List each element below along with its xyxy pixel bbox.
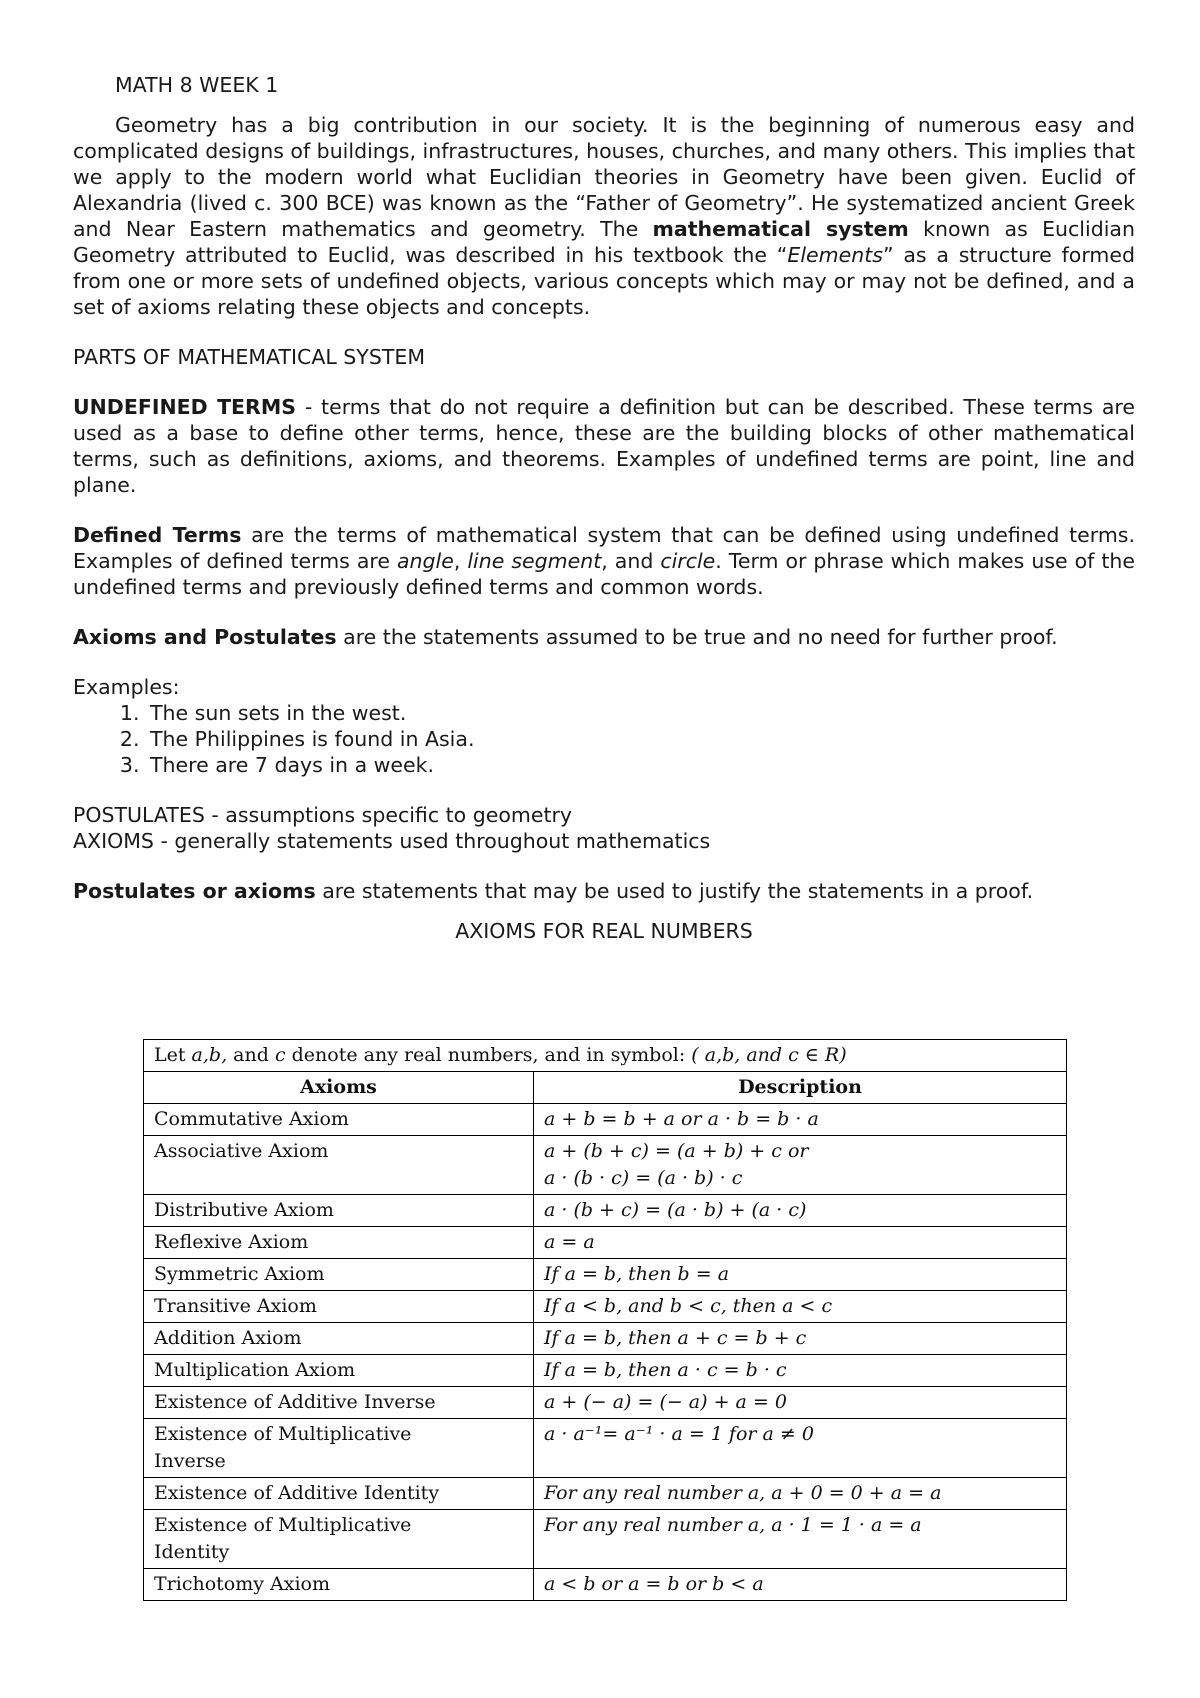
- example-circle: circle: [660, 549, 716, 573]
- table-row: [144, 1419, 1067, 1478]
- axioms-postulates-text: are the statements assumed to be true and no need for further proof.: [336, 625, 1058, 649]
- table-row: [144, 1569, 1067, 1601]
- postulates-or-axioms-label: Postulates or axioms: [73, 879, 316, 903]
- description-cell: a = a: [534, 1227, 1067, 1259]
- table-row: [144, 1323, 1067, 1355]
- table-row: [144, 1227, 1067, 1259]
- table-header-row: [144, 1072, 1067, 1104]
- intro-paragraph: [73, 112, 1135, 320]
- description-cell: a + (− a) = (− a) + a = 0: [534, 1387, 1067, 1419]
- example-line-segment: line segment: [467, 549, 602, 573]
- intro-var-c: c: [274, 1044, 286, 1066]
- examples-label: Examples:: [73, 675, 180, 699]
- separator: , and: [601, 549, 661, 573]
- axiom-cell: Existence of Additive Inverse: [144, 1387, 534, 1419]
- mathematical-system-term: mathematical system: [652, 217, 909, 241]
- axiom-cell: Existence of Additive Identity: [144, 1478, 534, 1510]
- description-line: a · (b · c) = (a · b) · c: [544, 1167, 743, 1189]
- axiom-cell: Commutative Axiom: [144, 1104, 534, 1136]
- intro-vars: a,b,: [191, 1044, 228, 1066]
- intro-text-2: known as Euclidian Geometry attributed to Euclid, was described in his textbook the “: [73, 217, 1135, 267]
- column-header-description: Description: [534, 1072, 1067, 1104]
- table-row: [144, 1195, 1067, 1227]
- table-row: [144, 1291, 1067, 1323]
- list-item: 1. The sun sets in the west.: [146, 700, 1135, 726]
- axiom-line: Inverse: [154, 1450, 226, 1472]
- axiom-cell: Multiplication Axiom: [144, 1355, 534, 1387]
- intro-text-3: ” as a structure formed from one or more sets of undefined objects, various concepts which may or may not be defined, and a set of axioms relating these objects and concepts.: [73, 243, 1135, 319]
- page-title: MATH 8 WEEK 1: [115, 73, 279, 97]
- description-cell: a · (b + c) = (a · b) + (a · c): [534, 1195, 1067, 1227]
- description-cell: If a = b, then b = a: [534, 1259, 1067, 1291]
- axiom-line: Existence of Multiplicative: [154, 1514, 412, 1536]
- axioms-definition: AXIOMS - generally statements used throughout mathematics: [73, 829, 711, 853]
- defined-terms-paragraph: [73, 522, 1135, 600]
- description-cell: a < b or a = b or b < a: [534, 1569, 1067, 1601]
- description-cell: a · a⁻¹= a⁻¹ · a = 1 for a ≠ 0: [534, 1419, 1067, 1478]
- document-page: [73, 72, 1135, 944]
- column-header-axioms: Axioms: [144, 1072, 534, 1104]
- axiom-cell: Transitive Axiom: [144, 1291, 534, 1323]
- defined-terms-text-2: . Term or phrase which makes use of the undefined terms and previously defined terms and common words.: [73, 549, 1135, 599]
- list-item: 2. The Philippines is found in Asia.: [146, 726, 1135, 752]
- intro-symbol: ( a,b, and c ∈ R): [691, 1044, 847, 1066]
- table-row: [144, 1104, 1067, 1136]
- table-row: [144, 1478, 1067, 1510]
- elements-book-title: Elements: [787, 243, 883, 267]
- justify-paragraph: [73, 878, 1135, 904]
- undefined-terms-paragraph: [73, 394, 1135, 498]
- axiom-cell: Associative Axiom: [144, 1136, 534, 1195]
- description-cell: For any real number a, a · 1 = 1 · a = a: [534, 1510, 1067, 1569]
- intro-and: and: [227, 1044, 275, 1066]
- defined-terms-label: Defined Terms: [73, 523, 242, 547]
- description-cell: If a < b, and b < c, then a < c: [534, 1291, 1067, 1323]
- table-intro-cell: [144, 1040, 1067, 1072]
- table-row: [144, 1259, 1067, 1291]
- list-item: 3. There are 7 days in a week.: [146, 752, 1135, 778]
- axiom-cell: Distributive Axiom: [144, 1195, 534, 1227]
- description-cell: If a = b, then a + c = b + c: [534, 1323, 1067, 1355]
- parts-section-title: PARTS OF MATHEMATICAL SYSTEM: [73, 345, 426, 369]
- example-angle: angle: [396, 549, 454, 573]
- undefined-terms-label: UNDEFINED TERMS: [73, 395, 297, 419]
- description-cell: If a = b, then a · c = b · c: [534, 1355, 1067, 1387]
- justify-text: are statements that may be used to justify the statements in a proof.: [315, 879, 1034, 903]
- axiom-cell: Reflexive Axiom: [144, 1227, 534, 1259]
- description-line: a + (b + c) = (a + b) + c or: [544, 1140, 809, 1162]
- table-row: [144, 1136, 1067, 1195]
- description-cell: For any real number a, a + 0 = 0 + a = a: [534, 1478, 1067, 1510]
- intro-text-1: Geometry has a big contribution in our society. It is the beginning of numerous easy and complicated designs of buildings, infrastructures, houses, churches, and many others. This implies that we apply to the modern world what Euclidian theories in Geometry have been given. Euclid of Alexandria (lived c. 300 BCE) was known as the “Father of Geometry”. He systematized ancient Greek and Near Eastern mathematics and geometry. The: [73, 113, 1135, 241]
- axioms-postulates-label: Axioms and Postulates: [73, 625, 337, 649]
- examples-list: [73, 700, 1135, 778]
- table-row: [144, 1355, 1067, 1387]
- intro-text: Let: [154, 1044, 192, 1066]
- axiom-cell: Addition Axiom: [144, 1323, 534, 1355]
- axiom-cell: [144, 1419, 534, 1478]
- axioms-table: [143, 1039, 1067, 1601]
- axiom-line: Identity: [154, 1541, 230, 1563]
- table-title: AXIOMS FOR REAL NUMBERS: [455, 919, 753, 943]
- postulates-definition: POSTULATES - assumptions specific to geometry: [73, 803, 573, 827]
- axiom-line: Existence of Multiplicative: [154, 1423, 412, 1445]
- defined-terms-text-1: are the terms of mathematical system that can be defined using undefined terms. Examples of defined terms are: [73, 523, 1135, 573]
- undefined-terms-text: - terms that do not require a definition but can be described. These terms are used as a base to define other terms, hence, these are the building blocks of other mathematical terms, such as definitions, axioms, and theorems. Examples of undefined terms are point, line and plane.: [73, 395, 1135, 497]
- description-cell: a + b = b + a or a · b = b · a: [534, 1104, 1067, 1136]
- table-row: [144, 1387, 1067, 1419]
- intro-rest: denote any real numbers, and in symbol:: [285, 1044, 692, 1066]
- description-cell: [534, 1136, 1067, 1195]
- separator: ,: [453, 549, 468, 573]
- table-intro-row: [144, 1040, 1067, 1072]
- axiom-cell: [144, 1510, 534, 1569]
- table-row: [144, 1510, 1067, 1569]
- axiom-cell: Trichotomy Axiom: [144, 1569, 534, 1601]
- axiom-cell: Symmetric Axiom: [144, 1259, 534, 1291]
- axioms-postulates-paragraph: [73, 624, 1135, 650]
